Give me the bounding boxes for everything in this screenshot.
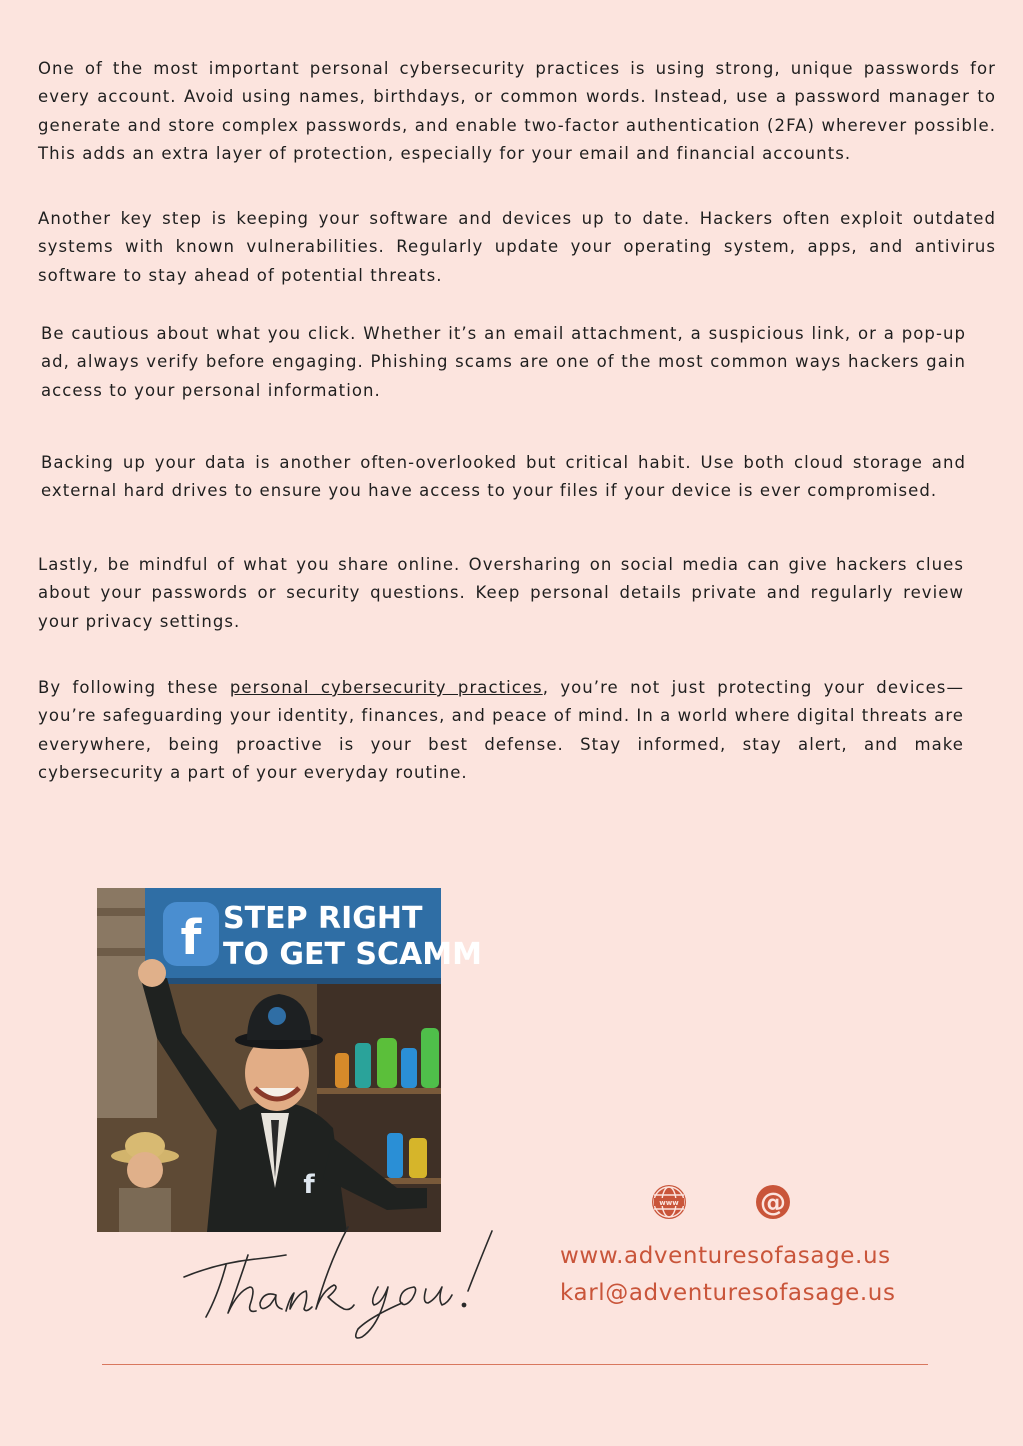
conclusion-text-end: , you’re not just protecting your devices—you’re safeguarding your identity, finances, and peace of mind. In a world where digital threats are everywhere, being proactive is your best defense. Stay informed, stay alert, and make cybersecurity a part of your everyday routine.: [38, 678, 965, 783]
paragraph-conclusion: [38, 674, 964, 788]
banner-logo-letter: f: [180, 910, 202, 966]
at-icon[interactable]: [754, 1183, 792, 1221]
banner-line-1: STEP RIGHT: [223, 901, 423, 936]
paragraph-oversharing: Lastly, be mindful of what you share online. Oversharing on social media can give hackers clues about your passwords or security questions. Keep personal details private and regularly review your privacy settings.: [38, 555, 964, 631]
scam-salesman-photo: [97, 888, 482, 1232]
at-icon-label: @: [760, 1188, 786, 1218]
paragraph-updates: Another key step is keeping your software and devices up to date. Hackers often exploit outdated systems with known vulnerabilities. Regularly update your operating system, apps, and antivirus software to stay ahead of potential threats.: [38, 209, 996, 285]
lapel-logo-letter: f: [303, 1170, 315, 1200]
globe-icon[interactable]: [650, 1183, 688, 1221]
globe-icon-label: www: [659, 1199, 679, 1207]
paragraph-backups: Backing up your data is another often-overlooked but critical habit. Use both cloud storage and external hard drives to ensure you have access to your files if your device is ever compromised.: [41, 453, 966, 501]
thank-you-signature: [178, 1225, 508, 1345]
cybersecurity-practices-link[interactable]: personal cybersecurity practices: [229, 678, 543, 697]
website-link[interactable]: www.adventuresofasage.us: [560, 1243, 891, 1269]
paragraph-passwords: One of the most important personal cybersecurity practices is using strong, unique passwords for every account. Avoid using names, birthdays, or common words. Instead, use a password manager to generate and store complex passwords, and enable two-factor authentication (2FA) wherever possible. This adds an extra layer of protection, especially for your email and financial accounts.: [38, 59, 996, 164]
footer-divider: [102, 1364, 928, 1365]
banner-line-2: TO GET SCAMM: [223, 937, 482, 972]
paragraph-phishing: Be cautious about what you click. Whether it’s an email attachment, a suspicious link, or a pop-up ad, always verify before engaging. Phishing scams are one of the most common ways hackers gain access to your personal information.: [41, 324, 966, 400]
email-link[interactable]: karl@adventuresofasage.us: [560, 1280, 896, 1306]
conclusion-text-start: By following these: [38, 678, 230, 697]
